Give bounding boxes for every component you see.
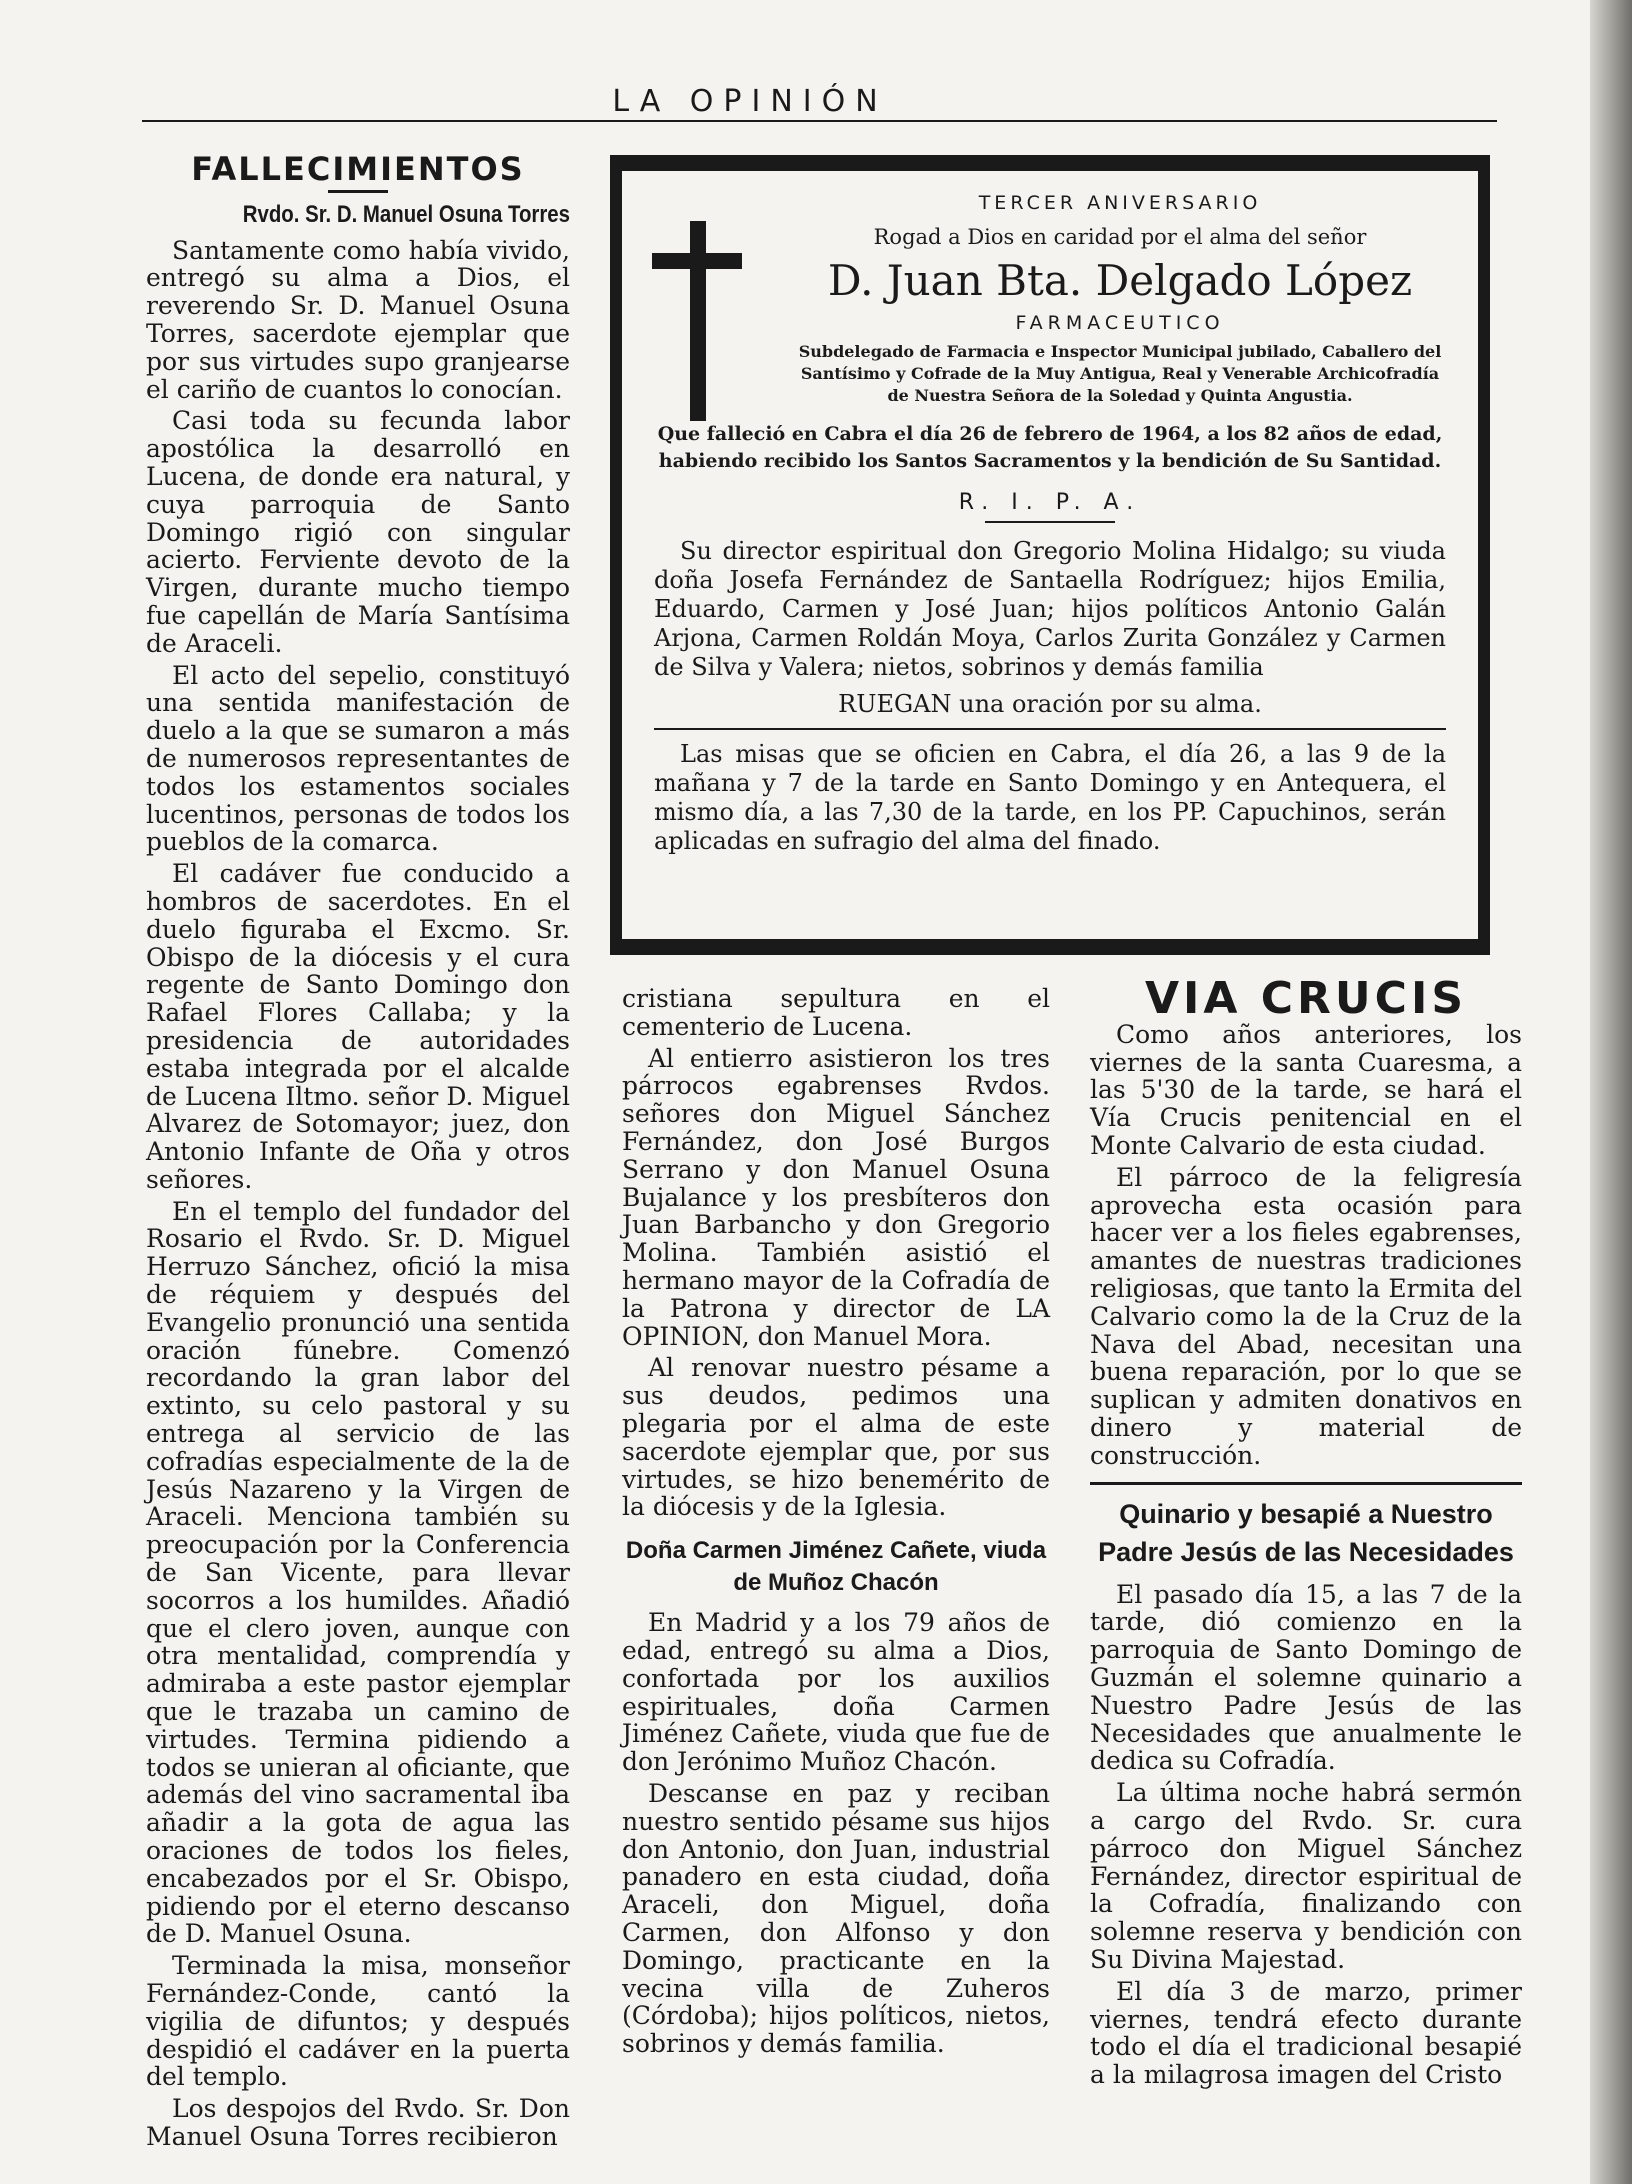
paragraph: Al entierro asistieron los tres párrocos egabrenses Rvdos. señores don Miguel Sánchez Fernández, don José Burgos Serrano y don Manuel Osuna Bujalance y los presbíteros don Juan Barbancho y don Gregorio Molina. También asistió el hermano mayor de la Cofradía de la Patrona y director de LA OPINION, don Manuel Mora. bbox=[622, 1043, 1050, 1351]
title-rule bbox=[328, 190, 388, 193]
masthead-rule bbox=[142, 120, 1497, 122]
section-title-fallecimientos: FALLECIMIENTOS bbox=[191, 150, 525, 188]
paragraph: Terminada la misa, monseñor Fernández-Conde, cantó la vigilia de difuntos; y después despidió el cadáver en la puerta del templo. bbox=[146, 1951, 570, 2092]
paragraph: Santamente como había vivido, entregó su alma a Dios, el reverendo Sr. D. Manuel Osuna Torres, sacerdote ejemplar que por sus virtudes supo granjearse el cariño de cuantos lo conocían. bbox=[146, 235, 570, 404]
obituary-titles: Subdelegado de Farmacia e Inspector Municipal jubilado, Caballero del Santísimo y Cofrade de la Muy Antigua, Real y Venerable Archicofradía de Nuestra Señora de la Soledad y Quinta Angustia. bbox=[798, 342, 1442, 405]
paragraph: cristiana sepultura en el cementerio de Lucena. bbox=[622, 984, 1050, 1041]
masthead: LA OPINIÓN bbox=[612, 84, 888, 119]
binding-gutter bbox=[1590, 0, 1632, 2184]
paragraph: Como años anteriores, los viernes de la santa Cuaresma, a las 5'30 de la tarde, se hará el Vía Crucis penitencial en el Monte Calvario de esta ciudad. bbox=[1090, 1019, 1522, 1160]
obituary-rogad: Rogad a Dios en caridad por el alma del señor bbox=[873, 225, 1367, 249]
paragraph: El pasado día 15, a las 7 de la tarde, dió comienzo en la parroquia de Santo Domingo de Guzmán el solemne quinario a Nuestro Padre Jesús de las Necesidades que anualmente le dedica su Cofradía. bbox=[1090, 1579, 1522, 1776]
obituary-subtitle-jimenez: Doña Carmen Jiménez Cañete, viuda de Muñoz Chacón bbox=[625, 1537, 1047, 1597]
paragraph: Descanse en paz y reciban nuestro sentido pésame sus hijos don Antonio, don Juan, industrial panadero en esta ciudad, doña Araceli, don Miguel, doña Carmen, don Alfonso y don Domingo, practicante en la vecina villa de Zuheros (Córdoba); hijos políticos, nietos, sobrinos y demás familia. bbox=[622, 1778, 1050, 2059]
paragraph: En el templo del fundador del Rosario el Rvdo. Sr. D. Miguel Herruzo Sánchez, ofició la misa de réquiem y después del Evangelio pronunció una sentida oración fúnebre. Comenzó recordando la gran labor del extinto, su celo pastoral y su entrega al servicio de las cofradías especialmente de la de Jesús Nazareno y la Virgen de Araceli. Menciona también su preocupación por la Conferencia de San Vicente, para llevar socorros a los humildes. Añadió que el clero joven, aunque con otra mentalidad, comprendía y admiraba a este pastor ejemplar que le trazaba un camino de virtudes. Termina pidiendo a todos se unieran al oficiante, que además del vino sacramental iba añadir a la gota de agua las oraciones de todos los fieles, encabezados por el Sr. Obispo, pidiendo por el eterno descanso de D. Manuel Osuna. bbox=[146, 1196, 570, 1949]
paragraph: El día 3 de marzo, primer viernes, tendrá efecto durante todo el día el tradicional besapié a la milagrosa imagen del Cristo bbox=[1090, 1976, 1522, 2090]
paragraph: La última noche habrá sermón a cargo del Rvdo. Sr. cura párroco don Miguel Sánchez Fernández, director espiritual de la Cofradía, finalizando con solemne reserva y bendición con Su Divina Majestad. bbox=[1090, 1778, 1522, 1974]
obituary-death-notice: Que falleció en Cabra el día 26 de febrero de 1964, a los 82 años de edad, habiendo recibido los Santos Sacramentos y la bendición de Su Santidad. bbox=[657, 423, 1443, 472]
right-column bbox=[1090, 973, 1522, 2093]
obituary-family: Su director espiritual don Gregorio Molina Hidalgo; su viuda doña Josefa Fernández de Santaella Rodríguez; hijos Emilia, Eduardo, Carmen y José Juan; hijos políticos Antonio Galán Arjona, Carmen Roldán Moya, Carlos Zurita González y Carmen de Silva y Valera; nietos, sobrinos y demás familia bbox=[654, 537, 1446, 681]
obituary-anniversary: TERCER ANIVERSARIO bbox=[978, 192, 1262, 214]
paragraph: El cadáver fue conducido a hombros de sacerdotes. En el duelo figuraba el Excmo. Sr. Obispo de la diócesis y el cura regente de Santo Domingo don Rafael Flores Callaba; y la presidencia de autoridades estaba integrada por el alcalde de Lucena Iltmo. señor D. Miguel Alvarez de Sotomayor; juez, don Antonio Infante de Oña y otros señores. bbox=[146, 859, 570, 1194]
obituary-profession: FARMACEUTICO bbox=[1015, 312, 1225, 334]
paragraph: Casi toda su fecunda labor apostólica la desarrolló en Lucena, de donde era natural, y cuya parroquia de Santo Domingo rigió con singular acierto. Ferviente devoto de la Virgen, durante mucho tiempo fue capellán de María Santísima de Araceli. bbox=[146, 406, 570, 658]
obituary-rule bbox=[654, 728, 1446, 730]
left-column bbox=[146, 150, 570, 2155]
obituary-notice-box bbox=[610, 155, 1490, 955]
section-title-via-crucis: VIA CRUCIS bbox=[1144, 973, 1468, 1024]
obituary-subtitle-osuna: Rvdo. Sr. D. Manuel Osuna Torres bbox=[242, 200, 571, 228]
obituary-ruegan: RUEGAN una oración por su alma. bbox=[838, 690, 1262, 718]
paragraph: El párroco de la feligresía aprovecha esta ocasión para hacer ver a los fieles egabrenses, amantes de nuestras tradiciones religiosas, que tanto la Ermita del Calvario como la de la Cruz de la Nava del Abad, necesitan una buena reparación, por lo que se suplican y admiten donativos en dinero y material de construcción. bbox=[1090, 1162, 1522, 1470]
paragraph: El acto del sepelio, constituyó una sentida manifestación de duelo a la que se sumaron a más de numerosos representantes de todos los estamentos sociales lucentinos, personas de todos los pueblos de la comarca. bbox=[146, 660, 570, 857]
paragraph: En Madrid y a los 79 años de edad, entregó su alma a Dios, confortada por los auxilios espirituales, doña Carmen Jiménez Cañete, viuda que fue de don Jerónimo Muñoz Chacón. bbox=[622, 1608, 1050, 1777]
obituary-rule bbox=[985, 521, 1115, 523]
obituary-ripa: R. I. P. A. bbox=[958, 490, 1142, 515]
middle-column bbox=[622, 985, 1050, 2062]
obituary-name: D. Juan Bta. Delgado López bbox=[827, 256, 1413, 305]
paragraph: Al renovar nuestro pésame a sus deudos, pedimos una plegaria por el alma de este sacerdote ejemplar que, por sus virtudes, se hizo benemérito de la diócesis y de la Iglesia. bbox=[622, 1353, 1050, 1522]
section-rule bbox=[1090, 1482, 1522, 1485]
obituary-masses: Las misas que se oficien en Cabra, el día 26, a las 9 de la mañana y 7 de la tarde en Santo Domingo y en Antequera, el mismo día, a las 7,30 de la tarde, en los PP. Capuchinos, serán aplicadas en sufragio del alma del finado. bbox=[654, 740, 1446, 855]
section-title-quinario: Quinario y besapié a Nuestro Padre Jesús de las Necesidades bbox=[1098, 1498, 1514, 1567]
paragraph: Los despojos del Rvdo. Sr. Don Manuel Osuna Torres recibieron bbox=[146, 2094, 570, 2151]
